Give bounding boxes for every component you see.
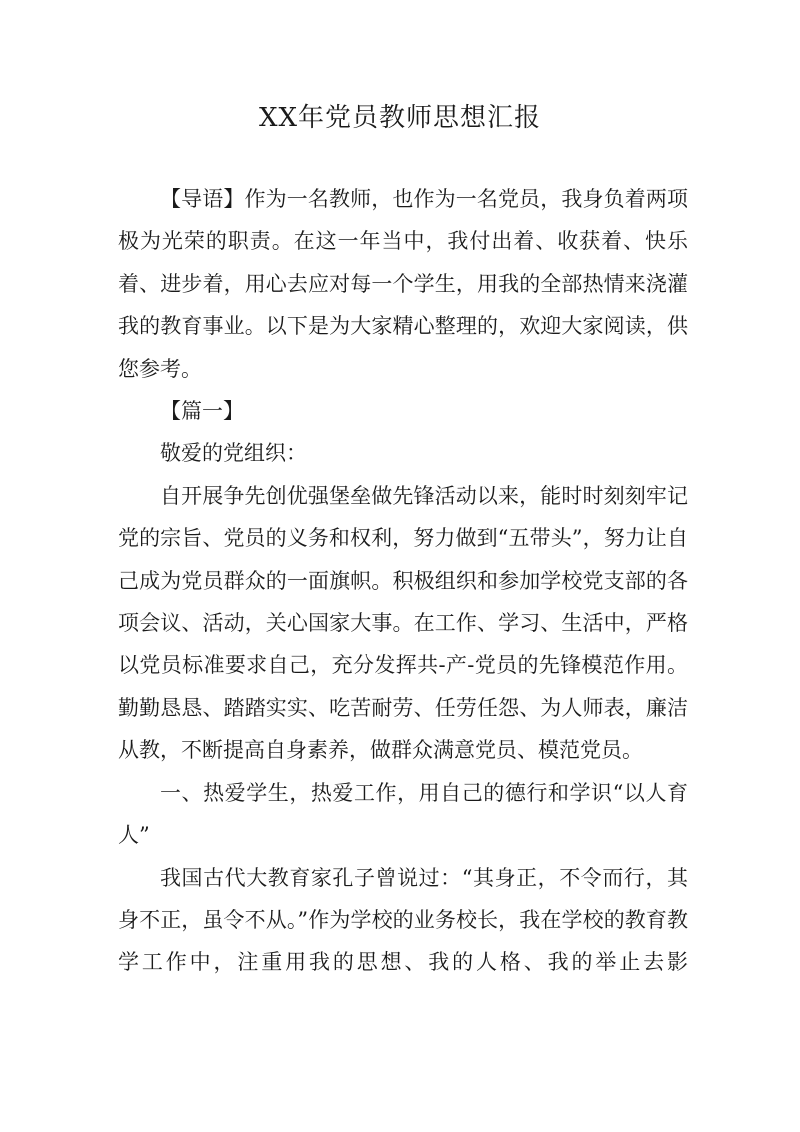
- body-paragraph: 自开展争先创优强堡垒做先锋活动以来，能时时刻刻牢记党的宗旨、党员的义务和权利，努力做到“五带头”，努力让自己成为党员群众的一面旗帜。积极组织和参加学校党支部的各项会议、活动，关心国家大事。在工作、学习、生活中，严格以党员标准要求自己，充分发挥共-产-党员的先锋模范作用。勤勤恳恳、踏踏实实、吃苦耐劳、任劳任怨、为人师表，廉洁从教，不断提高自身素养，做群众满意党员、模范党员。: [118, 483, 688, 763]
- section-heading: 【篇一】: [160, 399, 244, 424]
- body-paragraph: 我国古代大教育家孔子曾说过：“其身正，不令而行，其身不正，虽令不从。”作为学校的业务校长，我在学校的教育教学工作中，注重用我的思想、我的人格、我的举止去影: [118, 865, 688, 975]
- salutation: 敬爱的党组织：: [160, 441, 307, 466]
- intro-paragraph: 【导语】作为一名教师，也作为一名党员，我身负着两项极为光荣的职责。在这一年当中，我付出着、收获着、快乐着、进步着，用心去应对每一个学生，用我的全部热情来浇灌我的教育事业。以下是为大家精心整理的，欢迎大家阅读，供您参考。: [118, 187, 688, 381]
- subheading-paragraph: 一、热爱学生，热爱工作，用自己的德行和学识“以人育人”: [118, 780, 688, 848]
- document-body: [118, 178, 688, 984]
- document-title: XX年党员教师思想汇报: [258, 103, 542, 133]
